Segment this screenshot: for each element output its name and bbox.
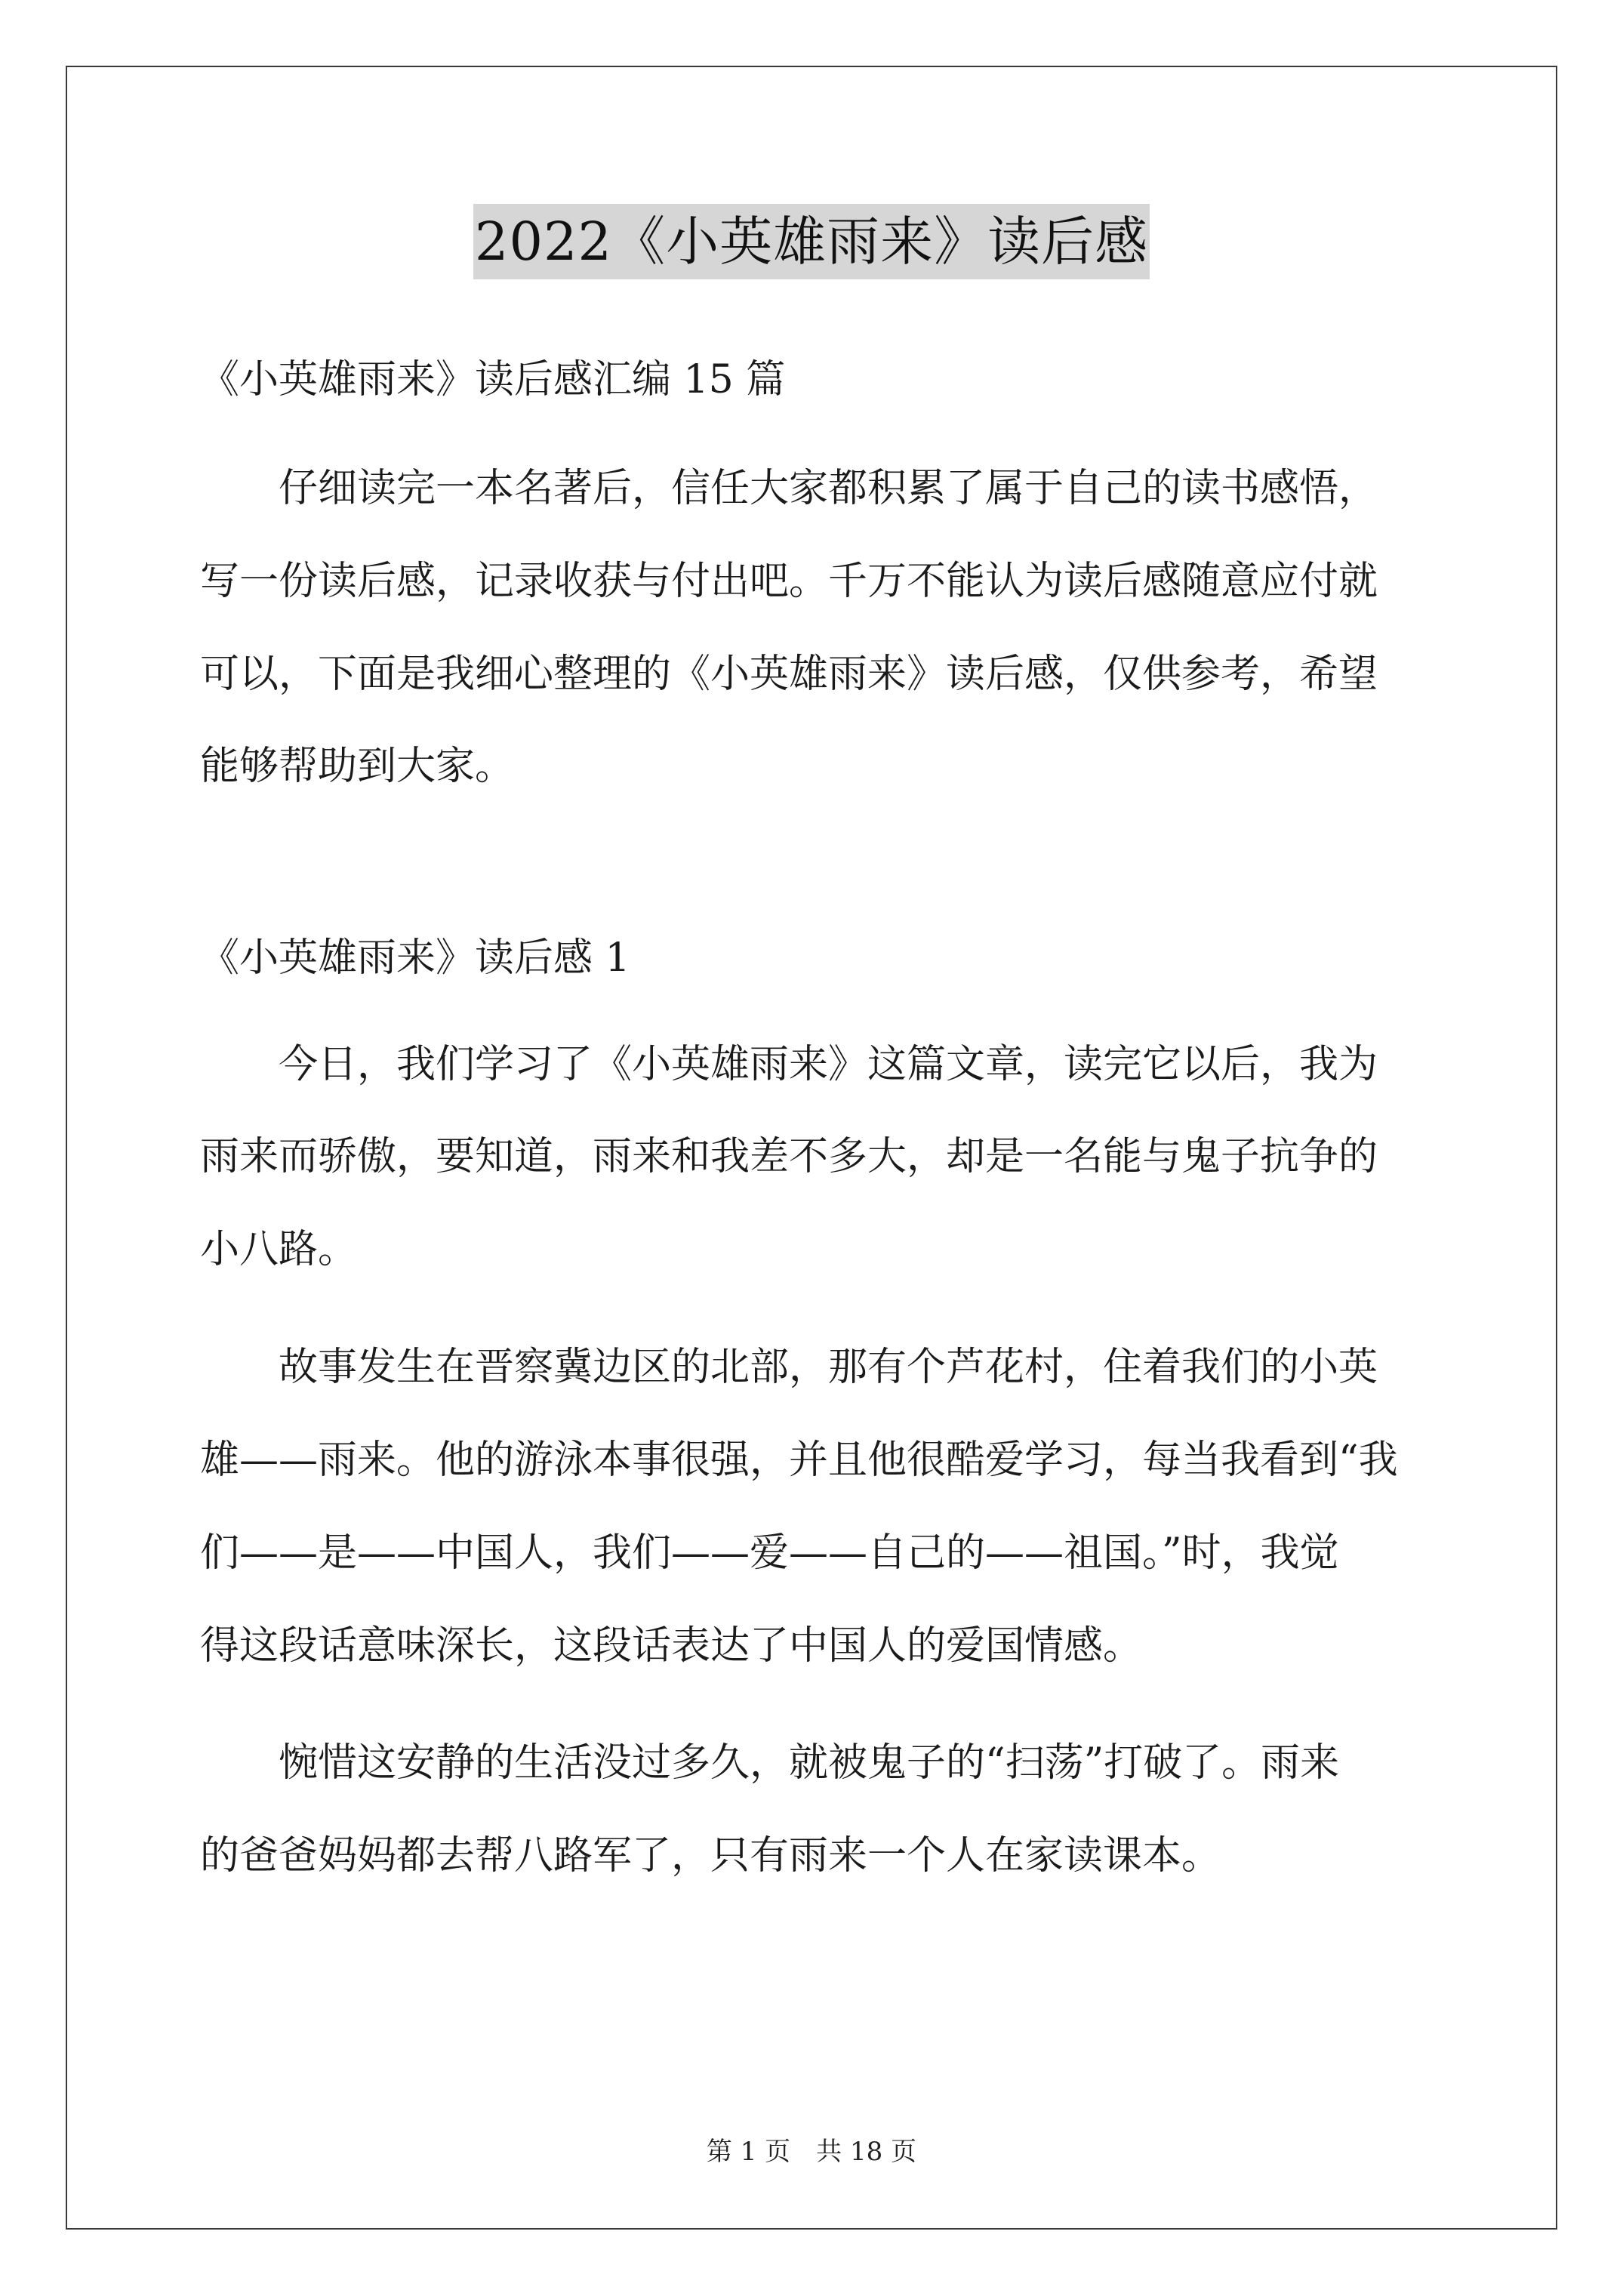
paragraph-line: 雄——雨来。他的游泳本事很强，并且他很酷爱学习，每当我看到“我 xyxy=(200,1438,1398,1483)
paragraph-line: 们——是——中国人，我们——爱——自己的——祖国。”时，我觉 xyxy=(200,1530,1339,1576)
paragraph-line: 的爸爸妈妈都去帮八路军了，只有雨来一个人在家读课本。 xyxy=(200,1833,1221,1878)
document-subtitle: 《小英雄雨来》读后感汇编 15 篇 xyxy=(200,357,786,402)
intro-line: 仔细读完一本名著后，信任大家都积累了属于自己的读书感悟， xyxy=(200,466,1378,511)
intro-line: 可以，下面是我细心整理的《小英雄雨来》读后感，仅供参考，希望 xyxy=(200,652,1378,697)
paragraph-line: 今日，我们学习了《小英雄雨来》这篇文章，读完它以后，我为 xyxy=(200,1042,1378,1087)
page-footer xyxy=(0,2133,1623,2171)
paragraph-line: 惋惜这安静的生活没过多久，就被鬼子的“扫荡”打破了。雨来 xyxy=(200,1740,1340,1786)
section-heading: 《小英雄雨来》读后感 1 xyxy=(200,935,630,981)
title-container xyxy=(0,204,1623,279)
paragraph-line: 小八路。 xyxy=(200,1227,358,1272)
intro-line: 写一份读后感，记录收获与付出吧。千万不能认为读后感随意应付就 xyxy=(200,559,1378,604)
paragraph-line: 雨来而骄傲，要知道，雨来和我差不多大，却是一名能与鬼子抗争的 xyxy=(200,1134,1378,1179)
document-title: 2022《小英雄雨来》读后感 xyxy=(473,204,1150,279)
paragraph-line: 得这段话意味深长，这段话表达了中国人的爱国情感。 xyxy=(200,1623,1143,1669)
intro-line: 能够帮助到大家。 xyxy=(200,744,515,789)
page-number: 第 1 页 共 18 页 xyxy=(706,2137,917,2167)
paragraph-line: 故事发生在晋察冀边区的北部，那有个芦花村，住着我们的小英 xyxy=(200,1345,1378,1390)
